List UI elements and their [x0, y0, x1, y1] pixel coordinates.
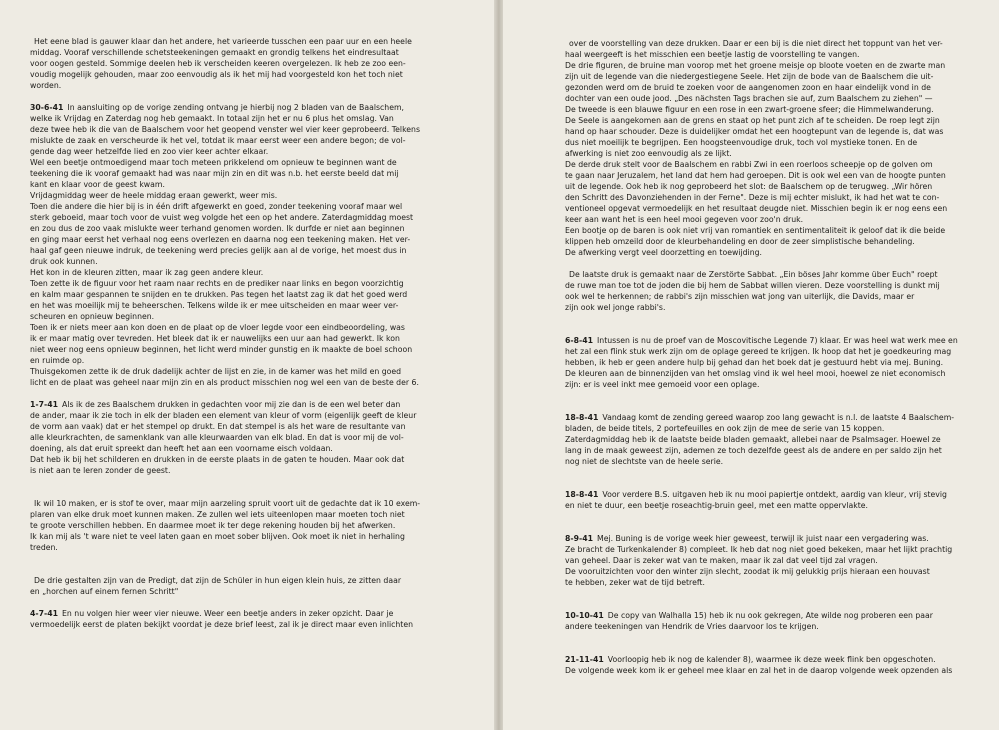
paragraph	[565, 38, 985, 258]
entry-date: 18-8-41	[565, 490, 599, 499]
entry-text: Het eene blad is gauwer klaar dan het andere, het varieerde tusschen een paar uur en een heele middag. Vooraf verschillende schetsteekeningen gemaakt en grondig telkens het eindresultaat voor oogen gesteld. Sommige deelen heb ik verscheiden keeren overgelezen. Ik heb ze zoo een- voudig mogelijk gehouden, maar zoo eenvoudig als ik het mij had voorgesteld kon het toch niet worden.	[30, 37, 412, 90]
entry-text: Voor verdere B.S. uitgaven heb ik nu mooi papiertje ontdekt, aardig van kleur, vrij stevig en niet te duur, een beetje roseachtig-bruin geel, met een matte oppervlakte.	[565, 490, 947, 510]
diary-entry	[30, 608, 484, 630]
paragraph	[565, 269, 985, 313]
entry-date: 1-7-41	[30, 400, 59, 409]
diary-entry	[565, 610, 985, 632]
diary-entry	[565, 489, 985, 511]
entry-text: In aansluiting op de vorige zending ontvang je hierbij nog 2 bladen van de Baalschem, welke ik Vrijdag en Zaterdag nog heb gemaakt. In totaal zijn het er nu 6 plus het omslag. Van deze twee heb ik die van de Baalschem voor het geopend venster wel vier keer geprobeerd. Telkens mislukte de zaak en verscheurde ik het vel, totdat ik maar eerst weer een andere begon; de vol- gende dag weer hetzelfde lied en zoo vier keer achter elkaar. Wel een beetje ontmoedigend maar toch meteen prikkelend om opnieuw te beginnen want de teekening die ik vooraf gemaakt had was naar mijn zin en dit was n.b. het eerste beeld dat mij kant en klaar voor de geest kwam. Vrijdagmiddag weer de heele middag eraan gewerkt, weer mis. Toen die andere die hier bij is in één drift afgewerkt en goed, zonder teekening vooraf maar wel sterk geboeid, maar toch voor de vuist weg volgde het een op het andere. Zaterdagmiddag moest en zou dus de zoo vaak mislukte weer terhand genomen worden. Ik durfde er niet aan beginnen en ging maar eerst het verhaal nog eens overlezen en daarna nog een teekening maken. Het ver- haal gaf geen nieuwe indruk, de teekening werd precies gelijk aan al de vorige, het moest dus in druk ook kunnen. Het kon in de kleuren zitten, maar ik zag geen andere kleur. Toen zette ik de figuur voor het raam naar rechts en de prediker naar links en begon voorzichtig en kalm maar gespannen te snijden en te drukken. Pas tegen het laatst zag ik dat het goed werd en het was moeilijk mij te beheerschen. Telkens wilde ik er mee uitscheiden en maar weer ver- scheuren en opnieuw beginnen. Toen ik er niets meer aan kon doen en de plaat op de vloer legde voor een eindbeoordeling, was ik er maar matig over tevreden. Het bleek dat ik er nauwelijks een uur aan had gewerkt. Ik kon niet weer nog eens opnieuw beginnen, het licht werd minder gunstig en ik maakte de boel schoon en ruimde op. Thuisgekomen zette ik de druk dadelijk achter de lijst en zie, in de kamer was het mild en goed licht en de plaat was geheel naar mijn zin en als product misschien nog wel een van de beste der 6.	[30, 103, 420, 387]
entry-text: Vandaag komt de zending gereed waarop zoo lang gewacht is n.l. de laatste 4 Baalschem- bladen, de beide titels, 2 portefeuilles en ook zijn de mee de serie van 15 koppen. Zaterdagmiddag heb ik de laatste beide bladen gemaakt, allebei naar de Psalmsager. Hoewel ze lang in de maak geweest zijn, ademen ze toch dezelfde geest als de andere en per saldo zijn het nog niet de slechtste van de heele serie.	[565, 413, 955, 466]
diary-entry	[565, 412, 985, 467]
paragraph	[30, 498, 484, 553]
diary-entry	[565, 335, 985, 390]
entry-date: 30-6-41	[30, 103, 64, 112]
entry-date: 10-10-41	[565, 611, 604, 620]
diary-entry	[30, 399, 484, 476]
entry-text: En nu volgen hier weer vier nieuwe. Weer een beetje anders in zeker opzicht. Daar je vermoedelijk eerst de platen bekijkt voordat je deze brief leest, zal ik je direct maar even inlichten	[30, 609, 414, 629]
entry-text: over de voorstelling van deze drukken. Daar er een bij is die niet direct het toppunt van het ver- haal weergeeft is het misschien een beetje lastig de voorstelling te vangen. De drie figuren, de bruine man voorop met het groene meisje op bloote voeten en de zwarte man zijn uit de legende van die niedergestiegene Seele. Het zijn de bode van de Baalschem die uit- gezonden werd om de bruid te zoeken voor de aangenomen zoon en haar eindelijk vond in de dochter van een oude jood. „Des nächsten Tags brachen sie auf, zum Baalschem zu ziehen" — De tweede is een blauwe figuur en een rose in een zwart-groene sfeer; die Himmelwanderung. De Seele is aangekomen aan de grens en staat op het punt zich af te scheiden. De roep legt zijn hand op haar schouder. Deze is duidelijker omdat het een hoogtepunt van de legende is, dat was dus niet moeilijk te begrijpen. Een hoogsteenvoudige druk, toch vol mystieke tonen. En de afwerking is niet zoo eenvoudig als ze lijkt. De derde druk stelt voor de Baalschem en rabbi Zwi in een roerloos scheepje op de golven om te gaan naar Jeruzalem, het land dat hem had geroepen. Dit is ook wel een van de hoogte punten uit de legende. Ook heb ik nog geprobeerd het slot: de Baalschem op de terugweg. „Wir hören den Schritt des Davonziehenden in der Ferne". Deze is mij echter mislukt, ik had het wat te con- ventioneel opgevat vermoedelijk en het resultaat deugde niet. Misschien begin ik er nog eens een keer aan want het is een heel mooi gegeven voor zoo'n druk. Een bootje op de baren is ook niet vrij van romantiek en sentimentaliteit ik geloof dat ik die beide klippen heb omzeild door de kleurbehandeling en door de zeer simplistische behandeling. De afwerking vergt veel doorzetting en toewijding.	[565, 39, 948, 257]
entry-text: Mej. Buning is de vorige week hier geweest, terwijl ik juist naar een vergadering was. Ze bracht de Turkenkalender 8) compleet. Ik heb dat nog niet goed bekeken, maar het lijkt prachtig van geheel. Daar is zeker wat van te maken, maar ik zal dat veel tijd zal vragen. De vooruitzichten voor den winter zijn slecht, zoodat ik mij gelukkig prijs hieraan een houvast te hebben, zeker wat de tijd betreft.	[565, 534, 953, 587]
entry-text: De laatste druk is gemaakt naar de Zerstörte Sabbat. „Ein böses Jahr komme über Euch" roept de ruwe man toe tot de joden die bij hem de Sabbat willen vieren. Deze voorstelling is dunkt mij ook wel te herkennen; de rabbi's zijn misschien wat jong van uiterlijk, die Davids, maar er zijn ook wel jonge rabbi's.	[565, 270, 940, 312]
paragraph	[30, 36, 484, 91]
entry-text: Voorloopig heb ik nog de kalender 8), waarmee ik deze week flink ben opgeschoten. De volgende week kom ik er geheel mee klaar en zal het in de daarop volgende week opzenden als	[565, 655, 953, 675]
entry-text: Als ik de zes Baalschem drukken in gedachten voor mij zie dan is de een wel beter dan de ander, maar ik zie toch in elk der bladen een element van kleur of vorm (eigenlijk geeft de kleur de vorm aan vaak) dat er het stempel op drukt. En dat stempel is als het ware de resultante van alle kleurkrachten, de samenklank van alle kleurwaarden van elk blad. En dat is voor mij de vol- doening, als dat eruit spreekt dan heeft het aan een voorname eisch voldaan. Dat heb ik bij het schilderen en drukken in de eerste plaats in de gaten te houden. Maar ook dat is niet aan te leren zonder de geest.	[30, 400, 417, 475]
entry-text: De copy van Walhalla 15) heb ik nu ook gekregen, Ate wilde nog proberen een paar andere teekeningen van Hendrik de Vries daarvoor los te krijgen.	[565, 611, 933, 631]
entry-date: 18-8-41	[565, 413, 599, 422]
entry-text: De drie gestalten zijn van de Predigt, dat zijn de Schüler in hun eigen klein huis, ze zitten daar en „horchen auf einem fernen Schritt"	[30, 576, 402, 596]
entry-date: 8-9-41	[565, 534, 594, 543]
entry-text: Intussen is nu de proef van de Moscovitische Legende 7) klaar. Er was heel wat werk mee en het zal een flink stuk werk zijn om de oplage gereed te krijgen. Ik hoop dat het je goedkeuring mag hebben, ik heb er geen andere hulp bij gehad dan het boek dat je gestuurd hebt via mej. Buning. De kleuren aan de binnenzijden van het omslag vind ik wel heel mooi, hoewel ze niet economisch zijn: er is veel inkt mee gemoeid voor een oplage.	[565, 336, 958, 389]
entry-date: 6-8-41	[565, 336, 594, 345]
diary-entry	[565, 533, 985, 588]
paragraph	[30, 575, 484, 597]
entry-date: 4-7-41	[30, 609, 59, 618]
diary-entry	[30, 102, 484, 388]
left-page	[0, 0, 496, 730]
diary-entry	[565, 654, 985, 676]
entry-date: 21-11-41	[565, 655, 604, 664]
entry-text: Ik wil 10 maken, er is stof te over, maar mijn aarzeling spruit voort uit de gedachte dat ik 10 exem- plaren van elke druk moet kunnen maken. Ze zullen wel iets uiteenlopen maar moeten toch niet te groote verschillen hebben. En daarmee moet ik ter dege rekening houden bij het afwerken. Ik kan mij als 't ware niet te veel laten gaan en moet sober blijven. Ook moet ik niet in herhaling treden.	[30, 499, 421, 552]
right-page	[503, 0, 999, 730]
